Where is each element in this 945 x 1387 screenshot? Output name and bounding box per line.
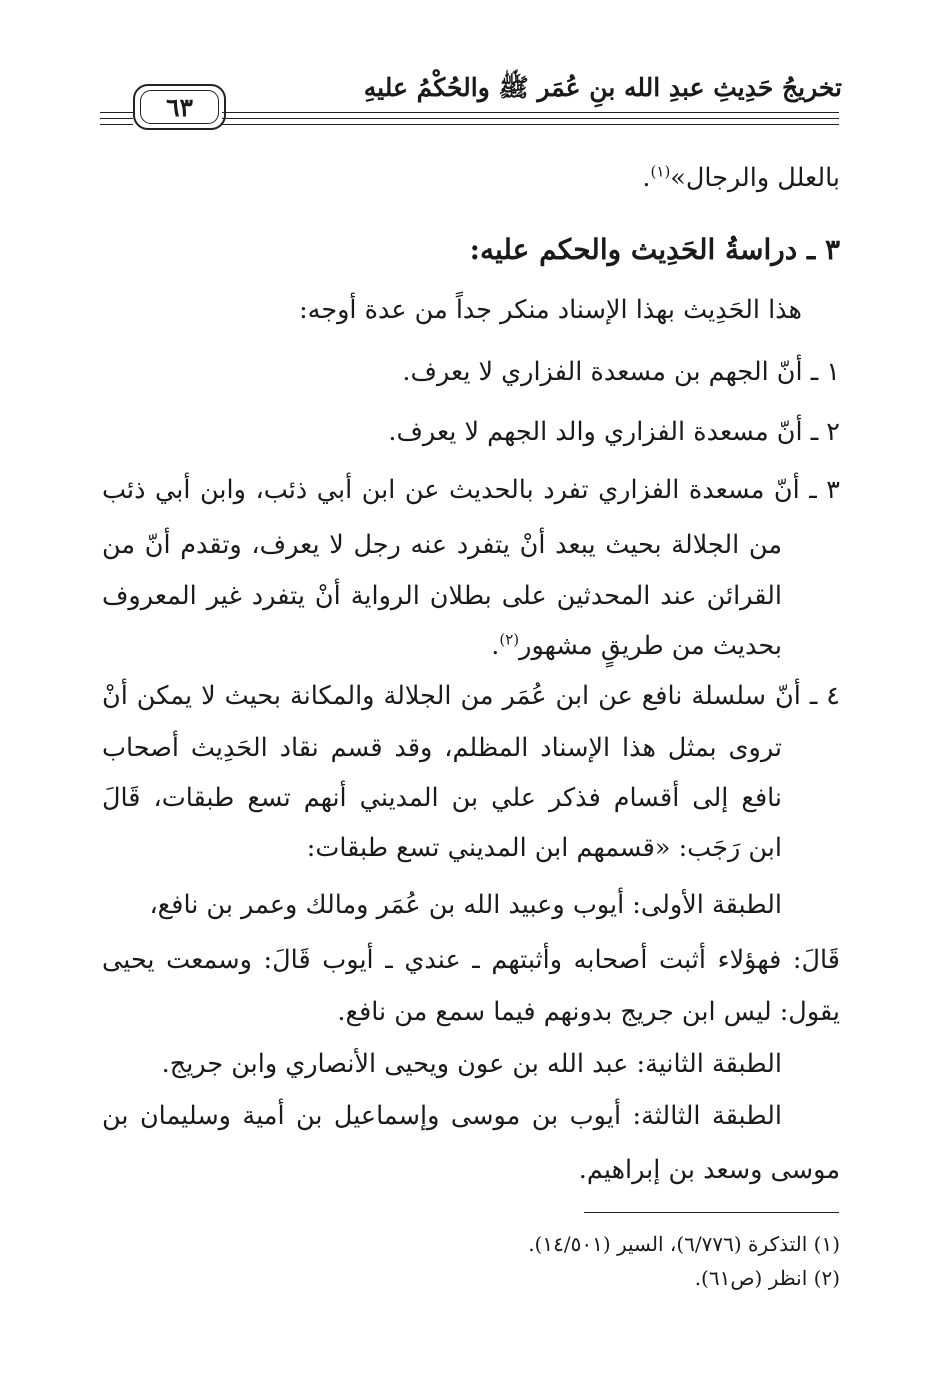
tier-3-line: موسى وسعد بن إبراهيم. <box>578 1155 840 1185</box>
list-item-4-line: ابن رَجَب: «قسمهم ابن المديني تسع طبقات: <box>306 833 782 863</box>
footnote-separator <box>584 1212 839 1213</box>
tier-1-paragraph: الطبقة الأولى: أيوب وعبيد الله بن عُمَر ومالك وعمر بن نافع، <box>149 890 782 920</box>
header-rule <box>222 124 839 125</box>
header-rule <box>100 118 133 119</box>
text-line <box>642 158 840 198</box>
list-item-4-line: نافع إلى أقسام فذكر علي بن المديني أنهم تسع طبقات، قَالَ <box>102 783 782 813</box>
footnote-ref: (٢) <box>499 630 520 649</box>
footnote-1: (١) التذكرة (٦/٧٧٦)، السير (١٤/٥٠١). <box>528 1232 840 1256</box>
page-number-frame <box>133 84 226 130</box>
tier-2-paragraph: الطبقة الثانية: عبد الله بن عون ويحيى الأنصاري وابن جريج. <box>161 1049 782 1079</box>
header-rule <box>100 124 133 125</box>
list-item-3-line: من الجلالة بحيث يبعد أنْ يتفرد عنه رجل لا يعرف، وتقدم أنّ من <box>102 530 782 560</box>
section-heading: ٣ ـ دراسةُ الحَدِيث والحكم عليه: <box>469 233 840 266</box>
list-item-2: ٢ ـ أنّ مسعدة الفزاري والد الجهم لا يعرف. <box>388 417 840 447</box>
footnote-2: (٢) انظر (ص٦١). <box>694 1266 840 1290</box>
list-item-3: ٣ ـ أنّ مسعدة الفزاري تفرد بالحديث عن ابن أبي ذئب، وابن أبي ذئب <box>102 475 840 505</box>
list-item-4-line: تروى بمثل هذا الإسناد المظلم، وقد قسم نقاد الحَدِيث أصحاب <box>102 733 782 763</box>
footnote-ref: (١) <box>650 162 671 181</box>
running-title: تخريجُ حَدِيثِ عبدِ الله بنِ عُمَر ﷺ والحُكْمُ عليهِ <box>363 73 842 102</box>
punctuation: . <box>491 631 500 661</box>
header-rule <box>222 118 839 119</box>
continuation-text: بالعلل والرجال» <box>670 163 840 193</box>
list-item-3-line: القرائن عند المحدثين على بطلان الرواية أنْ يتفرد غير المعروف <box>102 581 782 611</box>
list-item-3-text: بحديث من طريقٍ مشهور <box>519 631 782 661</box>
intro-paragraph: هذا الحَدِيث بهذا الإسناد منكر جداً من عدة أوجه: <box>299 295 802 325</box>
tier-1-line: قَالَ: فهؤلاء أثبت أصحابه وأثبتهم ـ عندي ـ أيوب قَالَ: وسمعت يحيى <box>102 945 840 975</box>
tier-1-line: يقول: ليس ابن جريج بدونهم فيما سمع من نافع. <box>337 997 840 1027</box>
page-number: ٦٣ <box>140 90 219 124</box>
list-item-3-line <box>491 626 782 666</box>
header-rule <box>222 112 839 113</box>
tier-3-paragraph: الطبقة الثالثة: أيوب بن موسى وإسماعيل بن أمية وسليمان بن <box>102 1101 782 1131</box>
list-item-1: ١ ـ أنّ الجهم بن مسعدة الفزاري لا يعرف. <box>402 357 840 387</box>
list-item-4: ٤ ـ أنّ سلسلة نافع عن ابن عُمَر من الجلالة والمكانة بحيث لا يمكن أنْ <box>102 681 840 711</box>
punctuation: . <box>642 163 651 193</box>
header-rule <box>100 112 133 113</box>
